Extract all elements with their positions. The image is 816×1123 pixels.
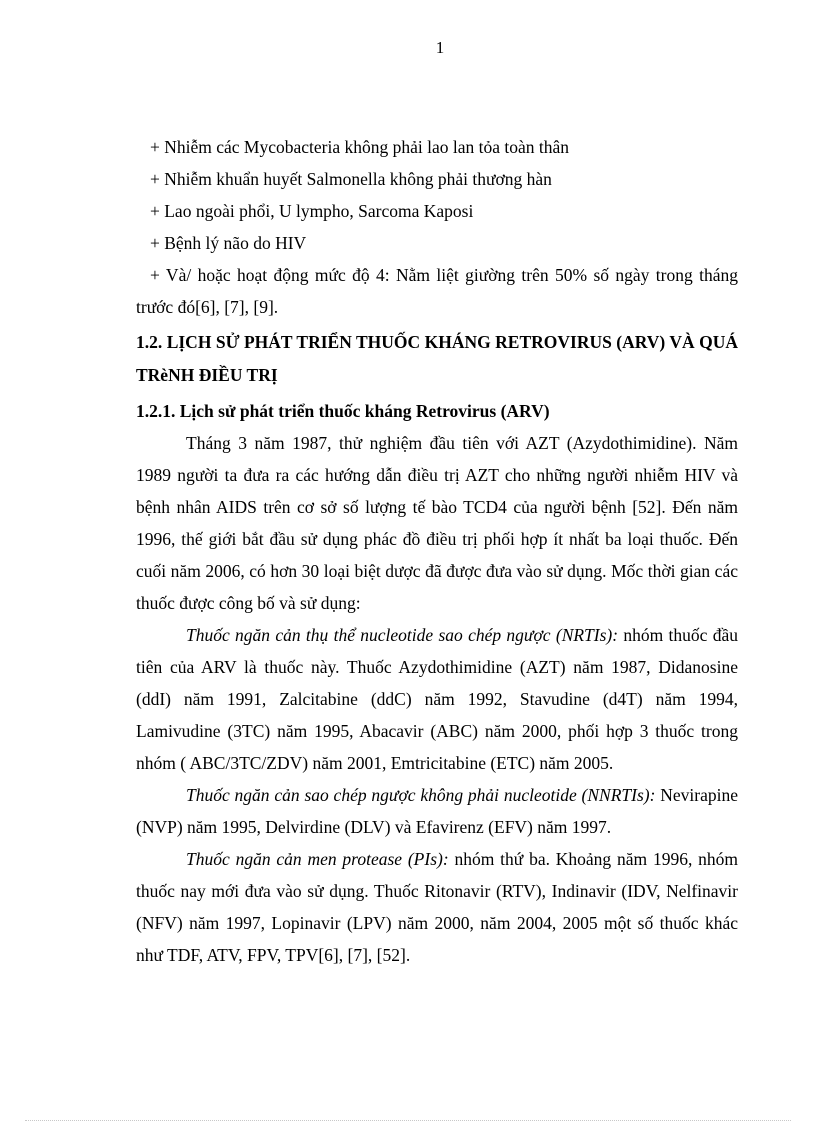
list-item: + Bệnh lý não do HIV: [150, 233, 307, 253]
list-item: + Nhiễm các Mycobacteria không phải lao lan tỏa toàn thân: [150, 137, 570, 157]
nrti-term: Thuốc ngăn cản thụ thể nucleotide sao chép ngược (NRTIs):: [186, 625, 619, 645]
document-body: [136, 131, 738, 971]
nrti-paragraph: [136, 619, 738, 779]
pi-text: nhóm thứ ba. Khoảng năm 1996, nhóm thuốc nay mới đưa vào sử dụng. Thuốc Ritonavir (RTV), Indinavir (IDV, Nelfinavir (NFV) năm 1997, Lopinavir (LPV) năm 2000, năm 2004, 2005 một số thuốc khác như TDF, ATV, FPV, TPV[6], [7], [52].: [136, 849, 738, 965]
list-item: + Lao ngoài phổi, U lympho, Sarcoma Kaposi: [150, 201, 474, 221]
nnrti-paragraph: [136, 779, 738, 843]
nrti-text: nhóm thuốc đầu tiên của ARV là thuốc này. Thuốc Azydothimidine (AZT) năm 1987, Didanosine (ddI) năm 1991, Zalcitabine (ddC) năm 1992, Stavudine (d4T) năm 1994, Lamivudine (3TC) năm 1995, Abacavir (ABC) năm 2000, phối hợp 3 thuốc trong nhóm ( ABC/3TC/ZDV) năm 2001, Emtricitabine (ETC) năm 2005.: [136, 625, 738, 773]
page-number: 1: [435, 38, 445, 57]
nnrti-term: Thuốc ngăn cản sao chép ngược không phải nucleotide (NNRTIs):: [186, 785, 656, 805]
history-paragraph: Tháng 3 năm 1987, thử nghiệm đầu tiên với AZT (Azydothimidine). Năm 1989 người ta đưa ra các hướng dẫn điều trị AZT cho những người nhiễm HIV và bệnh nhân AIDS trên cơ sở số lượng tế bào TCD4 của người bệnh [52]. Đến năm 1996, thế giới bắt đầu sử dụng phác đồ điều trị phối hợp ít nhất ba loại thuốc. Đến cuối năm 2006, có hơn 30 loại biệt dược đã được đưa vào sử dụng. Mốc thời gian các thuốc được công bố và sử dụng:: [136, 433, 738, 613]
section-heading: 1.2. LỊCH SỬ PHÁT TRIỂN THUỐC KHÁNG RETROVIRUS (ARV) VÀ QUÁ TRèNH ĐIỀU TRỊ: [136, 332, 738, 385]
page-bottom-divider: [25, 1120, 791, 1121]
pi-term: Thuốc ngăn cản men protease (PIs):: [186, 849, 449, 869]
subsection-heading: 1.2.1. Lịch sử phát triển thuốc kháng Retrovirus (ARV): [136, 401, 550, 421]
list-item: + Nhiễm khuẩn huyết Salmonella không phải thương hàn: [150, 169, 552, 189]
list-item: + Và/ hoặc hoạt động mức độ 4: Nằm liệt giường trên 50% số ngày trong tháng trước đó[6], [7], [9].: [136, 265, 738, 317]
pi-paragraph: [136, 843, 738, 971]
nnrti-text: Nevirapine (NVP) năm 1995, Delvirdine (DLV) và Efavirenz (EFV) năm 1997.: [136, 785, 739, 837]
